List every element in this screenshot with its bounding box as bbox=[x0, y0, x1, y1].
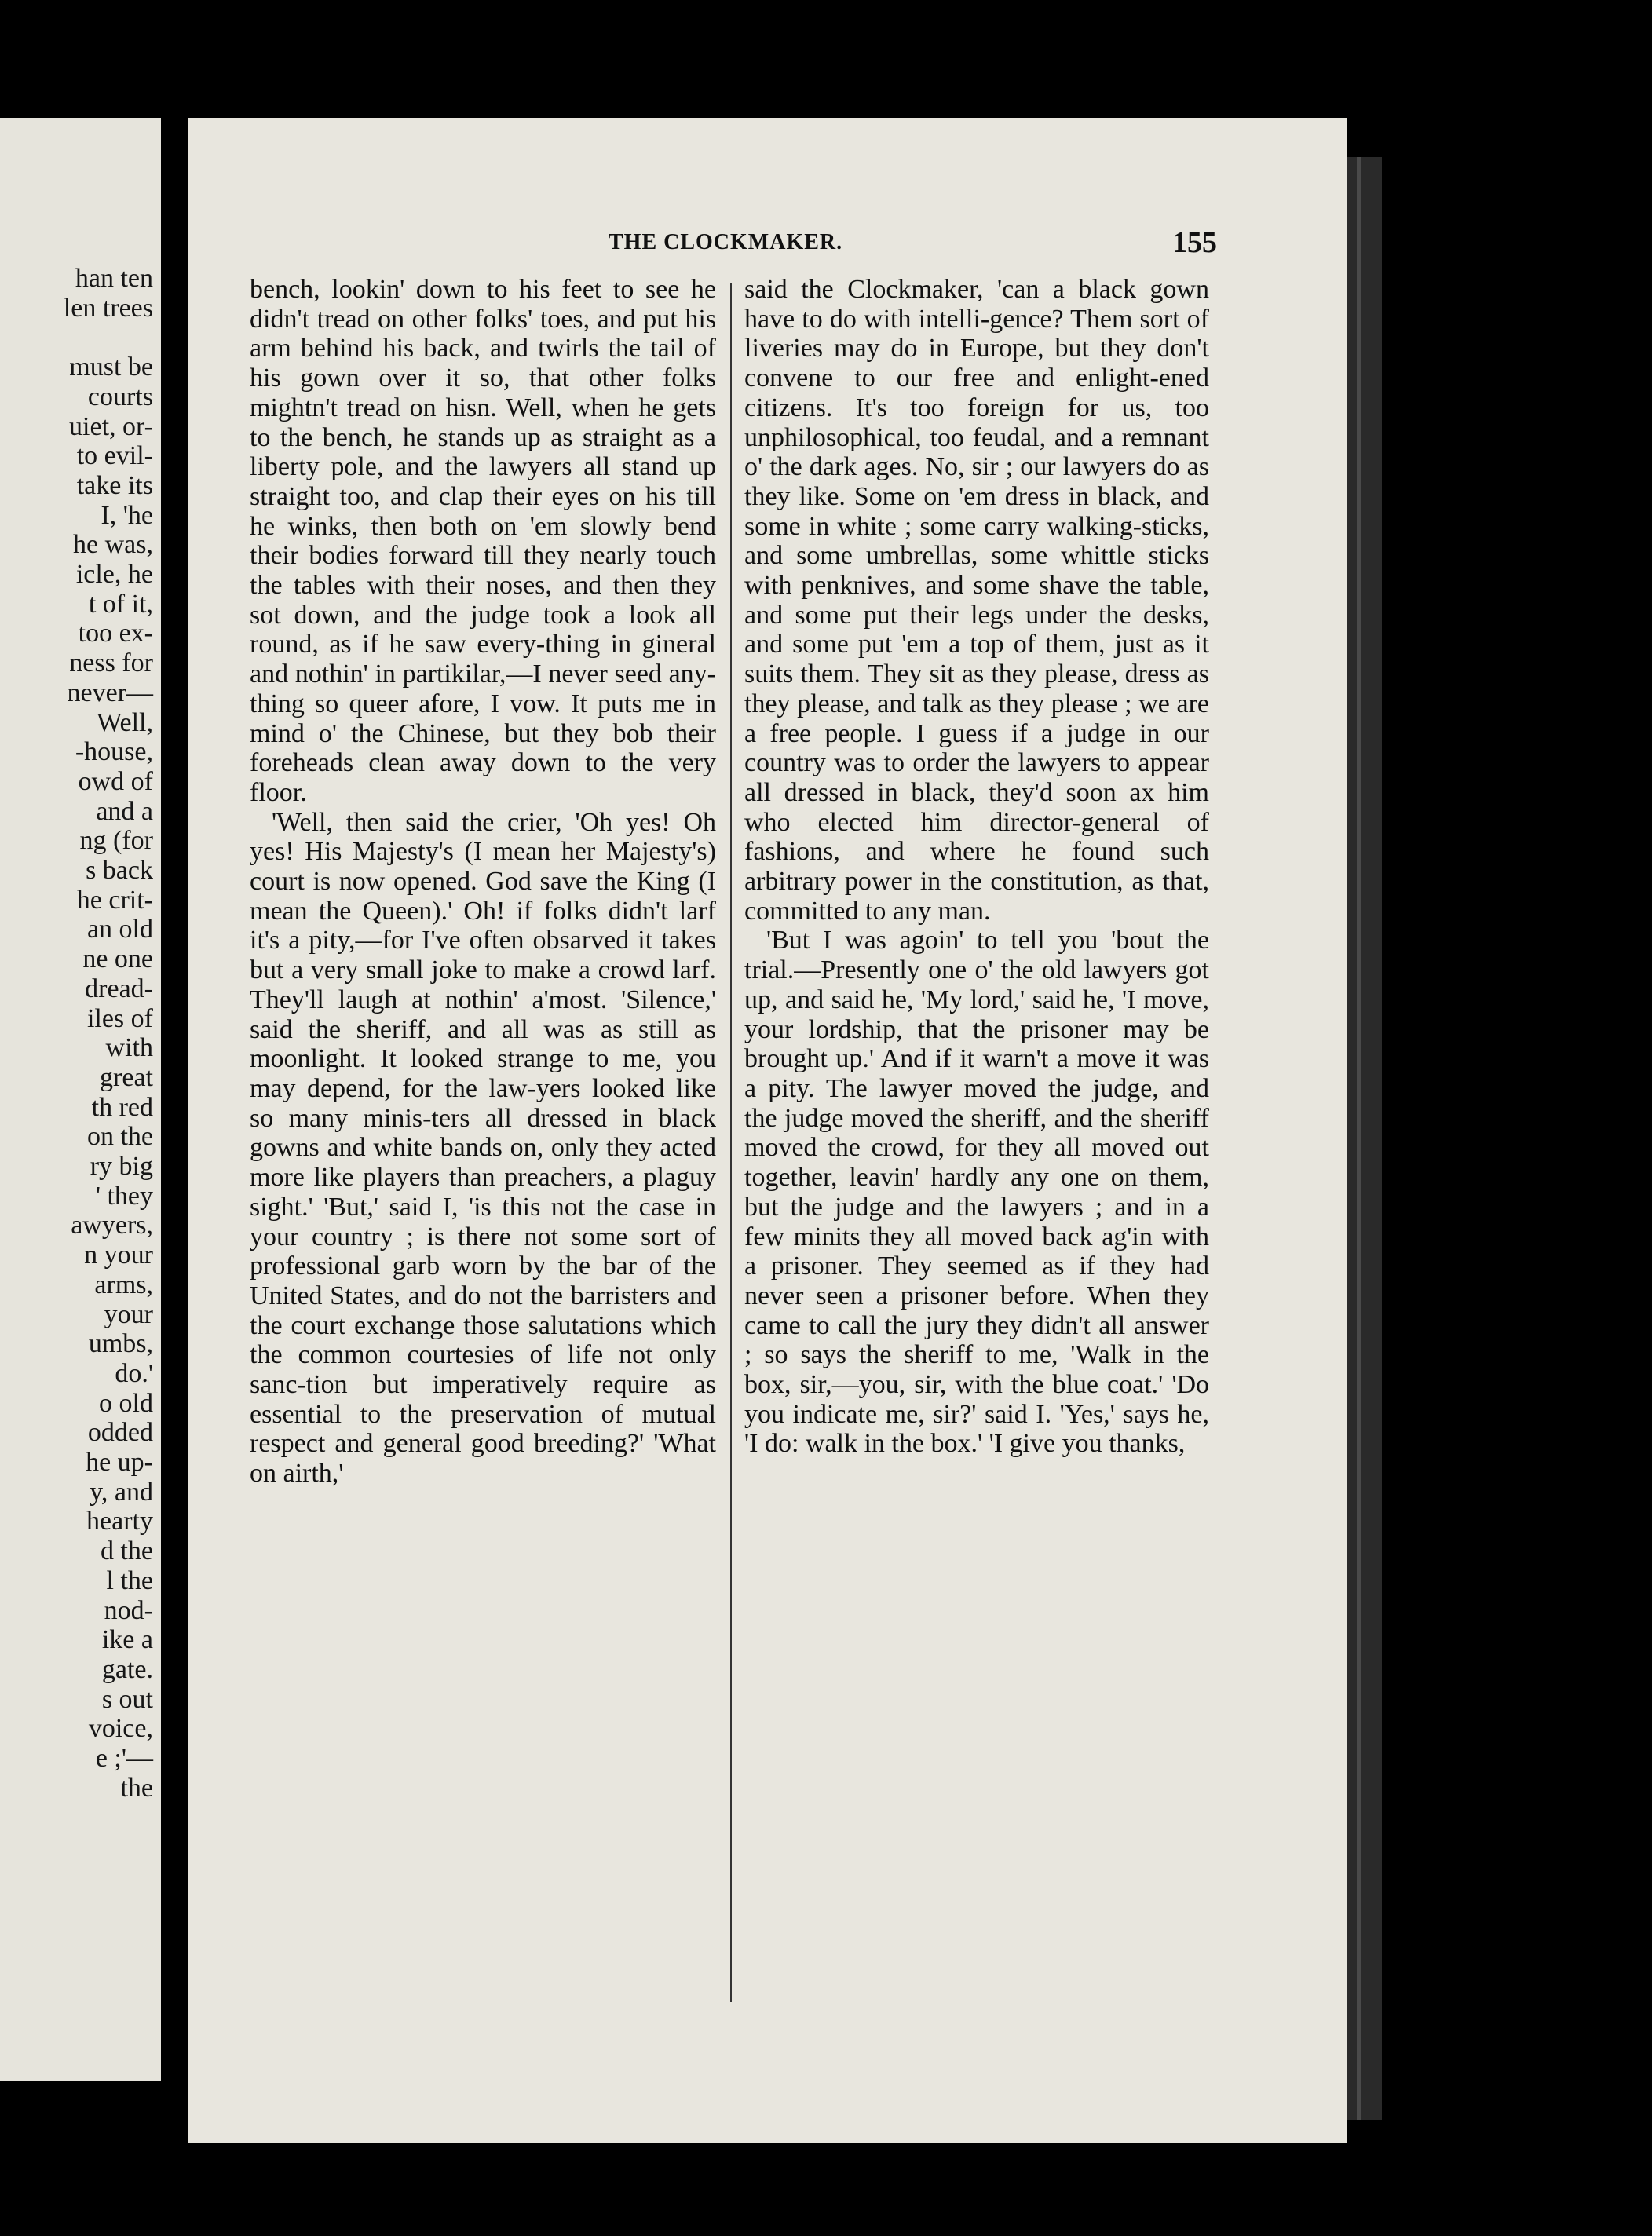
facing-page-line: Well, bbox=[97, 707, 153, 737]
facing-page-line: o old bbox=[99, 1388, 153, 1418]
facing-page-line: n your bbox=[84, 1240, 153, 1270]
facing-page-line: he was, bbox=[73, 530, 153, 560]
facing-page-line: he up- bbox=[86, 1448, 153, 1477]
facing-page-line: ness for bbox=[69, 649, 153, 678]
facing-page-line: odded bbox=[87, 1418, 153, 1448]
facing-page-line: s back bbox=[86, 856, 153, 885]
page-number: 155 bbox=[1172, 226, 1217, 259]
facing-page-line: -house, bbox=[75, 737, 153, 767]
facing-page-line: courts bbox=[87, 382, 153, 411]
facing-page-line: awyers, bbox=[71, 1211, 153, 1240]
facing-page-line: han ten bbox=[75, 264, 153, 293]
facing-page-line: th red bbox=[91, 1092, 153, 1122]
facing-page-line: len trees bbox=[63, 293, 153, 323]
facing-page-line: an old bbox=[86, 915, 153, 944]
facing-page-line: never— bbox=[67, 678, 153, 707]
facing-page-line: I, 'he bbox=[101, 500, 153, 530]
text-column-left bbox=[250, 275, 716, 1489]
facing-page-line: and a bbox=[96, 796, 153, 826]
facing-page-line: y, and bbox=[90, 1477, 153, 1507]
facing-page-line: d the bbox=[100, 1536, 153, 1566]
facing-page-line: must be bbox=[69, 353, 153, 382]
facing-page-line: dread- bbox=[85, 974, 153, 1003]
page-header bbox=[188, 226, 1347, 265]
facing-page-line: umbs, bbox=[88, 1329, 153, 1359]
facing-page-line: ' they bbox=[95, 1181, 153, 1211]
page-edge bbox=[1347, 157, 1382, 2120]
facing-page-line: owd of bbox=[78, 766, 153, 796]
facing-page-line: to evil- bbox=[76, 441, 153, 471]
paragraph: said the Clockmaker, 'can a black gown have to do with intelli-gence? Them sort of liveries may do in Europe, but they don't convene to our free and enlight-ened citizens. It's too foreign for us, too unphilosophical, too feudal, and a remnant o' the dark ages. No, sir ; our lawyers do as they like. Some on 'em dress in black, and some in white ; some carry walking-sticks, and some umbrellas, some whittle sticks with penknives, and some shave the table, and some put their legs under the desks, and some put 'em a top of them, just as it suits them. They sit as they please, dress as they please, and talk as they please ; we are a free people. I guess if a judge in our country was to order the lawyers to appear all dressed in black, they'd soon ax him who elected him director-general of fashions, and where he found such arbitrary power in the constitution, as that, committed to any man. bbox=[744, 275, 1209, 926]
facing-page-line: on the bbox=[86, 1122, 153, 1152]
facing-page-line: great bbox=[100, 1062, 153, 1092]
facing-page-line: l the bbox=[106, 1566, 153, 1595]
paragraph: 'Well, then said the crier, 'Oh yes! Oh yes! His Majesty's (I mean her Majesty's) court is now opened. God save the King (I mean the Queen).' Oh! if folks didn't larf it's a pity,—for I've often obsarved it takes but a very small joke to make a crowd larf. They'll laugh at nothin' a'most. 'Silence,' said the sheriff, and all was as still as moonlight. It looked strange to me, you may depend, for the law-yers looked like so many minis-ters all dressed in black gowns and white bands on, only they acted more like players than preachers, a plaguy sight.' 'But,' said I, 'is this not the case in your country ; is there not some sort of professional garb worn by the bar of the United States, and do not the barristers and the court exchange those salutations which the common courtesies of life not only sanc-tion but imperatively require as essential to the preservation of mutual respect and general good breeding?' 'What on airth,' bbox=[250, 807, 716, 1489]
facing-page-line: he crit- bbox=[76, 885, 153, 915]
facing-page-line: the bbox=[120, 1773, 153, 1803]
text-column-right bbox=[744, 275, 1209, 1459]
facing-page-line: with bbox=[105, 1033, 153, 1063]
facing-page-line: t of it, bbox=[88, 589, 153, 619]
facing-page-line: uiet, or- bbox=[69, 411, 153, 441]
facing-page-line: ng (for bbox=[79, 826, 153, 856]
running-head: THE CLOCKMAKER. bbox=[609, 230, 843, 254]
facing-page-line: ne one bbox=[82, 944, 153, 974]
facing-page-line: icle, he bbox=[75, 560, 153, 589]
facing-page-line: arms, bbox=[94, 1270, 153, 1299]
facing-page-line: too ex- bbox=[78, 619, 153, 649]
facing-page-fragment bbox=[0, 118, 161, 2081]
facing-page-line: gate. bbox=[101, 1654, 153, 1684]
facing-page-line: ry big bbox=[90, 1152, 153, 1181]
facing-page-line: nod- bbox=[104, 1595, 153, 1625]
facing-page-line: your bbox=[104, 1299, 153, 1329]
paragraph: bench, lookin' down to his feet to see he didn't tread on other folks' toes, and put his arm behind his back, and twirls the tail of his gown over it so, that other folks mightn't tread on hisn. Well, when he gets to the bench, he stands up as straight as a liberty pole, and the lawyers all stand up straight too, and clap their eyes on his till he winks, then both on 'em slowly bend their bodies forward till they nearly touch the tables with their noses, and then they sot down, and the judge took a look all round, as if he saw every-thing in gineral and nothin' in partikilar,—I never seed any-thing so queer afore, I vow. It puts me in mind o' the Chinese, but they bob their foreheads clean away down to the very floor. bbox=[250, 275, 716, 807]
facing-page-line: e ;'— bbox=[95, 1744, 153, 1773]
facing-page-line: do.' bbox=[115, 1358, 153, 1388]
facing-page-line: s out bbox=[101, 1684, 153, 1714]
facing-page-line: take its bbox=[76, 470, 153, 500]
facing-page-line: hearty bbox=[86, 1507, 153, 1536]
facing-page-line: ike a bbox=[101, 1625, 153, 1655]
page-edge-line bbox=[1357, 157, 1361, 2120]
facing-page-line: voice, bbox=[88, 1714, 153, 1744]
facing-page-line: iles of bbox=[86, 1003, 153, 1033]
column-divider bbox=[730, 283, 732, 2002]
paragraph: 'But I was agoin' to tell you 'bout the trial.—Presently one o' the old lawyers got up, and said he, 'My lord,' said he, 'I move, your lordship, that the prisoner may be brought up.' And if it warn't a move it was a pity. The lawyer moved the judge, and the judge moved the sheriff, and the sheriff moved the crowd, for they all moved out together, leavin' hardly any one on them, but the judge and the lawyers ; and in a few minits they all moved back ag'in with a prisoner. They seemed as if they had never seen a prisoner before. When they came to call the jury they didn't all answer ; so says the sheriff to me, 'Walk in the box, sir,—you, sir, with the blue coat.' 'Do you indicate me, sir?' said I. 'Yes,' says he, 'I do: walk in the box.' 'I give you thanks, bbox=[744, 926, 1209, 1459]
